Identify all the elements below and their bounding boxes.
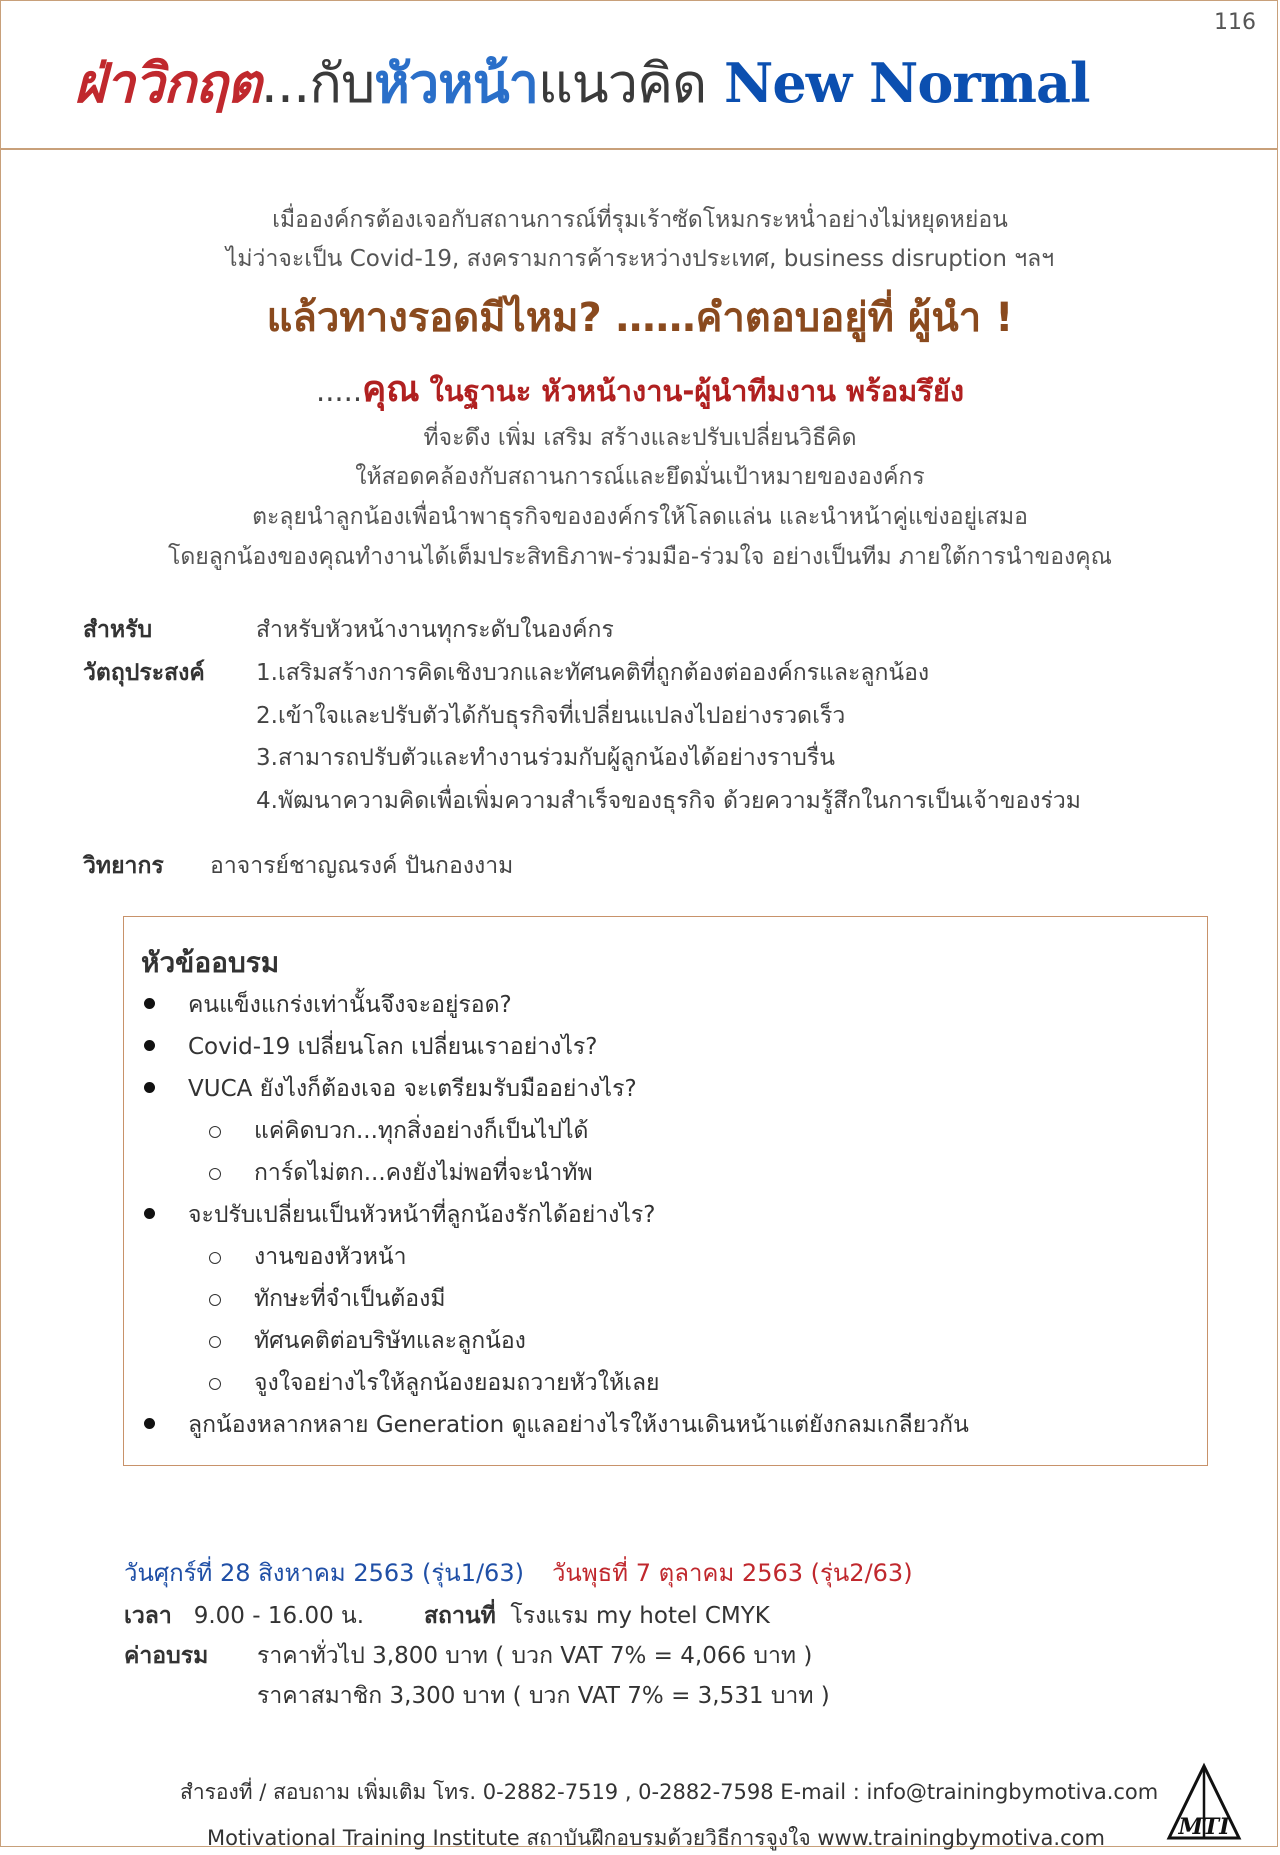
topic-item: จะปรับเปลี่ยนเป็นหัวหน้าที่ลูกน้องรักได้อย่างไร? — [188, 1202, 656, 1228]
sub-bullet-icon — [209, 1168, 221, 1180]
sub-bullet-icon — [209, 1252, 221, 1264]
fee-label-text: ค่าอบรม — [124, 1643, 209, 1669]
bullet-icon — [144, 1040, 155, 1051]
topic-sub-item: ทักษะที่จำเป็นต้องมี — [254, 1286, 446, 1312]
title-part-leader: หัวหน้า — [374, 52, 538, 115]
bullet-icon — [144, 1082, 155, 1093]
page-number: 116 — [1214, 10, 1256, 35]
time-row — [124, 1598, 364, 1634]
description-line: โดยลูกน้องของคุณทำงานได้เต็มประสิทธิภาพ-ร่วมมือ-ร่วมใจ อย่างเป็นทีม ภายใต้การนำของคุณ — [168, 544, 1112, 570]
topic-sub-item: งานของหัวหน้า — [254, 1244, 407, 1270]
subheadline-you: คุณ — [362, 369, 420, 410]
topic-sub-item: ทัศนคติต่อบริษัทและลูกน้อง — [254, 1328, 526, 1354]
intro-line-1: เมื่อองค์กรต้องเจอกับสถานการณ์ที่รุมเร้าซัดโหมกระหน่ำอย่างไม่หยุดหย่อน — [272, 207, 1008, 233]
title-part-concept: แนวคิด — [537, 52, 707, 115]
header — [0, 0, 1278, 150]
fee-label — [124, 1638, 208, 1674]
topic-item: ลูกน้องหลากหลาย Generation ดูแลอย่างไรให้งานเดินหน้าแต่ยังกลมเกลียวกัน — [188, 1412, 969, 1438]
venue-value: โรงแรม my hotel CMYK — [510, 1603, 770, 1629]
for-label: สำหรับ — [83, 617, 153, 643]
objectives-label: วัตถุประสงค์ — [83, 660, 205, 686]
topics-box — [123, 916, 1208, 1466]
subheadline — [0, 360, 1280, 417]
sub-bullet-icon — [209, 1126, 221, 1138]
mti-logo — [1165, 1762, 1243, 1842]
time-value: 9.00 - 16.00 น. — [193, 1603, 365, 1629]
objective-item: 2.เข้าใจและปรับตัวได้กับธุรกิจที่เปลี่ยนแปลงไปอย่างรวดเร็ว — [256, 703, 846, 729]
sub-bullet-icon — [209, 1336, 221, 1348]
venue-label: สถานที่ — [424, 1603, 496, 1629]
bullet-icon — [144, 1208, 155, 1219]
topic-sub-item: จูงใจอย่างไรให้ลูกน้องยอมถวายหัวให้เลย — [254, 1370, 660, 1396]
topic-item: คนแข็งแกร่งเท่านั้นจึงจะอยู่รอด? — [188, 992, 512, 1018]
topic-item: Covid-19 เปลี่ยนโลก เปลี่ยนเราอย่างไร? — [188, 1034, 598, 1060]
title-part-crisis: ฝ่าวิกฤต — [74, 52, 261, 115]
topic-item: VUCA ยังไงก็ต้องเจอ จะเตรียมรับมืออย่างไร? — [188, 1076, 637, 1102]
speaker-value: อาจารย์ชาญณรงค์ ปันกองงาม — [210, 853, 514, 879]
intro-line-2: ไม่ว่าจะเป็น Covid-19, สงครามการค้าระหว่างประเทศ, business disruption ฯลฯ — [225, 246, 1055, 272]
objective-item: 3.สามารถปรับตัวและทำงานร่วมกับผู้ลูกน้องได้อย่างราบรื่น — [256, 745, 835, 771]
bullet-icon — [144, 1418, 155, 1429]
topics-title: หัวข้ออบรม — [141, 946, 280, 979]
topic-sub-item: แค่คิดบวก...ทุกสิ่งอย่างก็เป็นไปได้ — [254, 1118, 589, 1144]
schedule-dates — [124, 1553, 913, 1592]
sub-bullet-icon — [209, 1378, 221, 1390]
objective-item: 4.พัฒนาความคิดเพื่อเพิ่มความสำเร็จของธุรกิจ ด้วยความรู้สึกในการเป็นเจ้าของร่วม — [256, 788, 1081, 814]
logo-text: MTI — [1178, 1814, 1230, 1840]
sub-bullet-icon — [209, 1294, 221, 1306]
fee-member: ราคาสมาชิก 3,300 บาท ( บวก VAT 7% = 3,531 บาท ) — [257, 1683, 830, 1709]
bullet-icon — [144, 998, 155, 1009]
speaker-label: วิทยากร — [83, 853, 164, 879]
topic-sub-item: การ์ดไม่ตก...คงยังไม่พอที่จะนำทัพ — [254, 1160, 593, 1186]
description-line: ให้สอดคล้องกับสถานการณ์และยึดมั่นเป้าหมายขององค์กร — [355, 464, 925, 490]
session-date-2: วันพุธที่ 7 ตุลาคม 2563 (รุ่น2/63) — [551, 1559, 913, 1587]
description-line: ตะลุยนำลูกน้องเพื่อนำพาธุรกิจขององค์กรให้โลดแล่น และนำหน้าคู่แข่งอยู่เสมอ — [252, 504, 1028, 530]
for-value: สำหรับหัวหน้างานทุกระดับในองค์กร — [256, 617, 614, 643]
contact-line-2: Motivational Training Institute สถาบันฝึกอบรมด้วยวิธีการจูงใจ www.trainingbymotiva.com — [207, 1826, 1105, 1850]
venue-row — [424, 1598, 770, 1634]
title-part-new-normal: New Normal — [724, 51, 1090, 115]
subheadline-rest: ในฐานะ หัวหน้างาน-ผู้นำทีมงาน พร้อมรึยัง — [419, 374, 965, 408]
session-date-1: วันศุกร์ที่ 28 สิงหาคม 2563 (รุ่น1/63) — [124, 1559, 524, 1587]
page-title — [74, 40, 1089, 126]
title-part-with: ...กับ — [260, 52, 375, 115]
objective-item: 1.เสริมสร้างการคิดเชิงบวกและทัศนคติที่ถูกต้องต่อองค์กรและลูกน้อง — [256, 660, 930, 686]
contact-line-1: สำรองที่ / สอบถาม เพิ่มเติม โทร. 0-2882-7519 , 0-2882-7598 E-mail : info@trainingbymotiva.com — [180, 1780, 1159, 1804]
fee-general: ราคาทั่วไป 3,800 บาท ( บวก VAT 7% = 4,066 บาท ) — [257, 1643, 813, 1669]
headline: แล้วทางรอดมีไหม? ……คำตอบอยู่ที่ ผู้นำ ! — [266, 295, 1014, 341]
description-line: ที่จะดึง เพิ่ม เสริม สร้างและปรับเปลี่ยนวิธีคิด — [423, 425, 857, 451]
subheadline-dots: ..... — [315, 374, 363, 408]
time-label: เวลา — [124, 1603, 172, 1629]
